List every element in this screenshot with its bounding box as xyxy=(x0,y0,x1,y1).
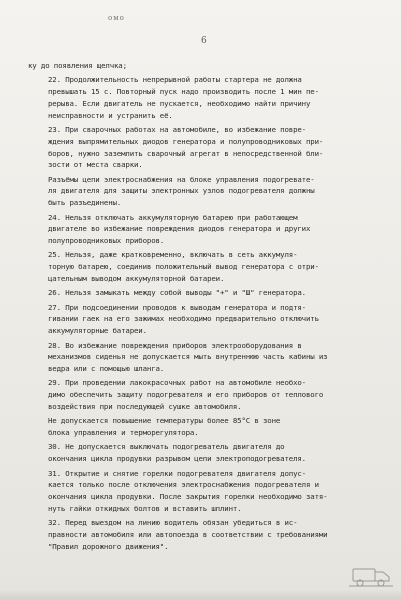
paragraph xyxy=(28,517,388,552)
page-number: 6 xyxy=(201,36,207,46)
text-line: 23. При сварочных работах на автомобиле, во избежание повре- xyxy=(48,124,306,134)
text-line: быть разъединены. xyxy=(48,198,122,208)
text-line: "Правил дорожного движения". xyxy=(48,541,169,551)
paragraph xyxy=(28,468,388,515)
text-line: 29. При проведении лакокрасочных работ на автомобиле необхо- xyxy=(48,378,306,388)
text-line: аккумуляторные батареи. xyxy=(48,326,147,336)
text-line: полупроводниковых приборов. xyxy=(48,236,165,246)
text-line: блока управления и терморегулятора. xyxy=(48,428,199,438)
text-line: 31. Открытие и снятие горелки подогревателя двигателя допус- xyxy=(48,468,306,478)
text-line: превышать 15 с. Повторный пуск надо производить после 1 мин пе- xyxy=(48,87,319,97)
text-line: Разъёмы цепи электроснабжения на блоке управления подогревате- xyxy=(48,174,315,184)
text-line: димо обеспечить защиту подогревателя и его приборов от теплового xyxy=(48,390,324,400)
paragraph xyxy=(28,60,388,72)
text-line: нуть гайки откидных болтов и вставить шплинт. xyxy=(48,503,242,513)
paragraph xyxy=(28,212,388,247)
text-line: окончания цикла продувки разрывом цепи электроподогревателя. xyxy=(48,454,306,464)
text-line: 22. Продолжительность непрерывной работы стартера не должна xyxy=(48,75,302,85)
text-line: неисправности и устранить её. xyxy=(48,110,173,120)
text-line: гивании гаек на его зажимах необходимо предварительно отключить xyxy=(48,314,319,324)
text-line: 28. Во избежание повреждения приборов электрооборудования в xyxy=(48,340,302,350)
text-line: правности автомобиля или автопоезда в соответствии с требованиями xyxy=(48,529,328,539)
text-line: 25. Нельзя, даже кратковременно, включать в сеть аккумуля- xyxy=(48,250,298,260)
text-line: ля двигателя для защиты электронных узлов подогревателя должны xyxy=(48,186,315,196)
text-line: 24. Нельзя отключать аккумуляторную батарею при работающем xyxy=(48,212,298,222)
paragraph xyxy=(28,174,388,209)
text-line: 32. Перед выездом на линию водитель обязан убедиться в ис- xyxy=(48,518,298,528)
paragraph xyxy=(28,340,388,375)
text-line: зости от места сварки. xyxy=(48,160,143,170)
text-line: окончания цикла продувки. После закрытия горелки необходимо затя- xyxy=(48,492,328,502)
text-line: торную батарею, соединив положительный вывод генератора с отри- xyxy=(48,262,319,272)
text-line: кается только после отключения электроснабжения подогревателя и xyxy=(48,480,319,490)
text-line: двигателе во избежание повреждения диодов генератора и других xyxy=(48,224,311,234)
text-line: 30. Не допускается выключать подогреватель двигателя до xyxy=(48,442,285,452)
paragraph xyxy=(28,287,388,299)
text-line: ждения выпрямительных диодов генератора и полупроводниковых при- xyxy=(48,136,324,146)
truck-stamp-icon xyxy=(347,561,395,591)
paragraph xyxy=(28,74,388,121)
paragraph xyxy=(28,249,388,284)
header-mark: омо xyxy=(108,14,125,22)
paragraph xyxy=(28,377,388,412)
text-line: боров, нужно заземлить сварочный агрегат в непосредственной бли- xyxy=(48,148,324,158)
paragraph xyxy=(28,441,388,465)
text-line: цательным выводом аккумуляторной батареи. xyxy=(48,274,225,284)
scan-shadow xyxy=(0,589,401,599)
text-line: механизмов сиденья не допускается мыть внутреннюю часть кабины из xyxy=(48,352,328,362)
text-line: ведра или с помощью шланга. xyxy=(48,364,165,374)
text-line: воздействия при последующей сушке автомобиля. xyxy=(48,402,242,412)
document-body xyxy=(28,60,388,555)
text-line: рерыва. Если двигатель не пускается, необходимо найти причину xyxy=(48,98,311,108)
paragraph xyxy=(28,415,388,439)
paragraph xyxy=(28,302,388,337)
text-line: ку до появления щелчка; xyxy=(28,61,127,70)
text-line: Не допускается повышение температуры более 85°С в зоне xyxy=(48,416,281,426)
text-line: 27. При подсоединении проводов к выводам генератора и подтя- xyxy=(48,302,306,312)
text-line: 26. Нельзя замыкать между собой выводы "+" и "Ш" генератора. xyxy=(48,288,306,298)
paragraph xyxy=(28,124,388,171)
